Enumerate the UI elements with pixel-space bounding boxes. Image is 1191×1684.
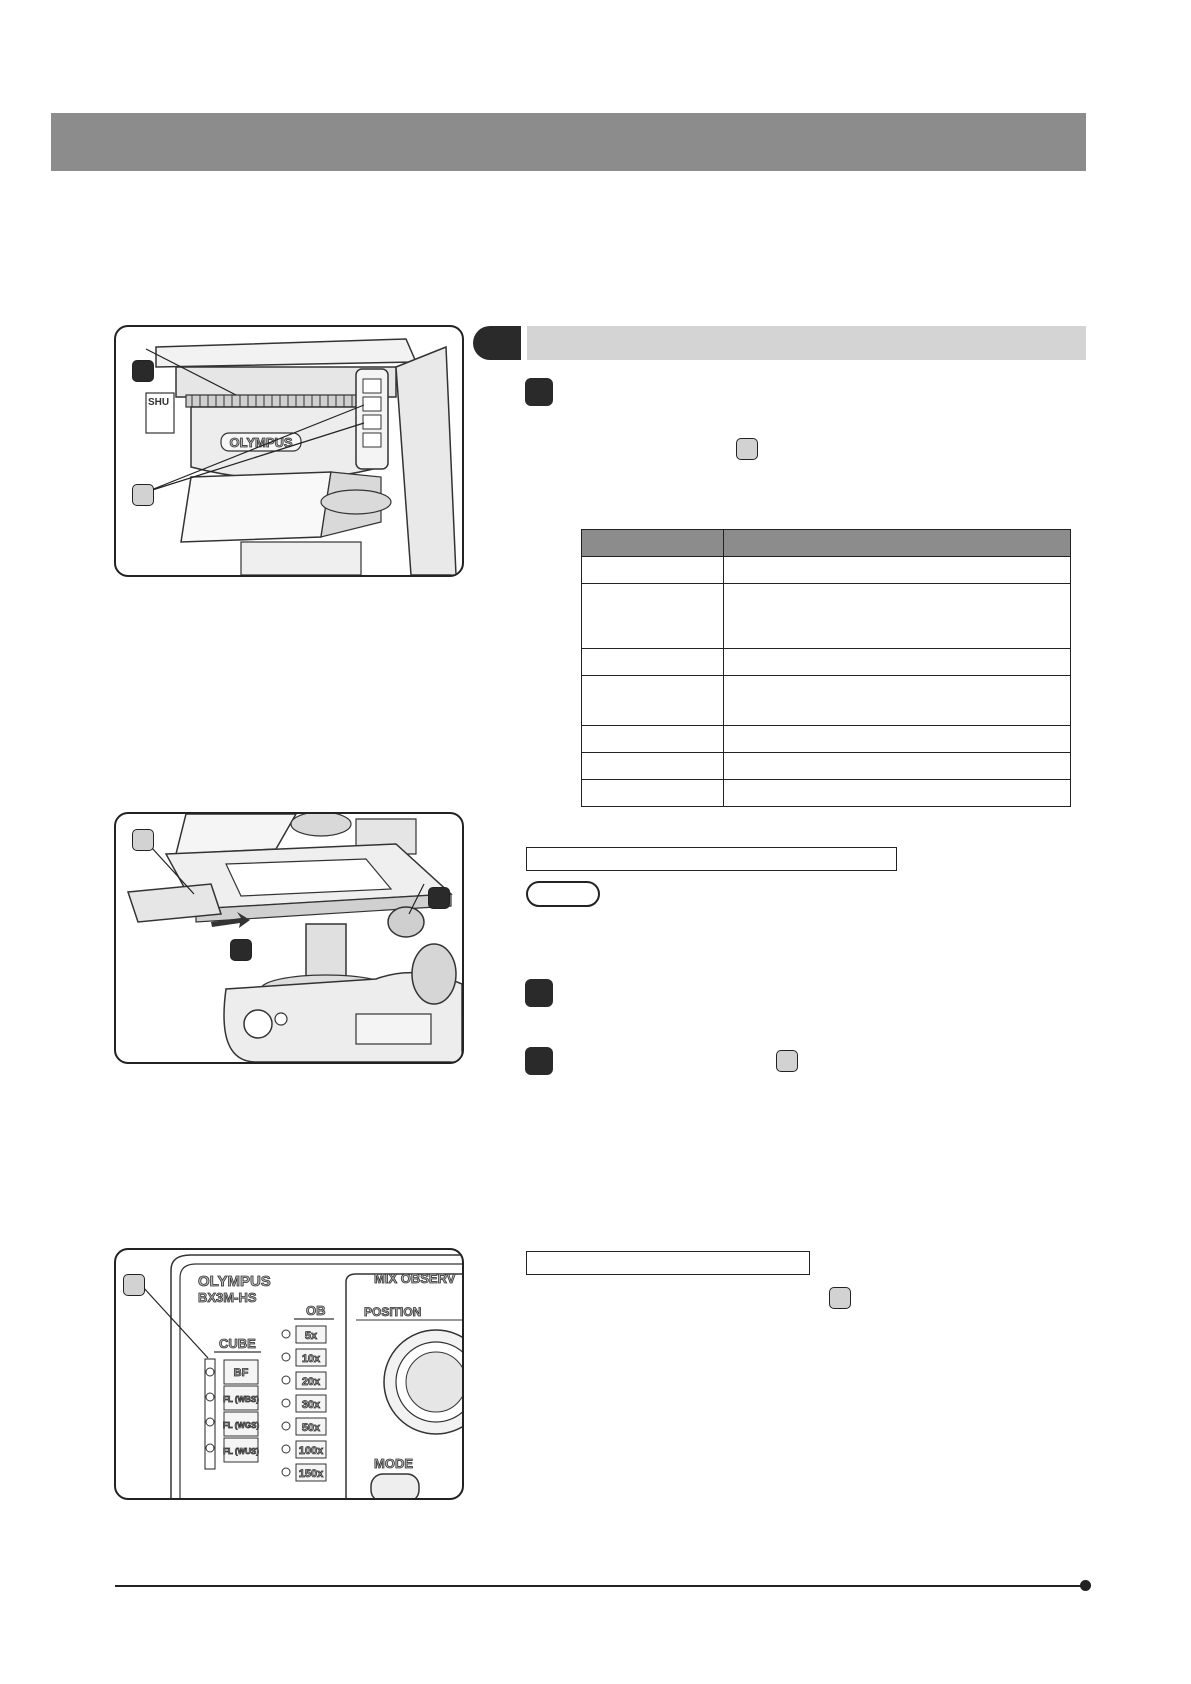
ob-item-150x: 150x bbox=[298, 1468, 324, 1480]
spec-table bbox=[581, 529, 1071, 807]
panel3-position-label: POSITION bbox=[364, 1305, 422, 1319]
cube-item-bf: BF bbox=[233, 1367, 249, 1379]
cube-item-fl-wus: FL (WUS) bbox=[223, 1447, 259, 1456]
subheading-box bbox=[526, 847, 897, 871]
table-header-row bbox=[582, 530, 1071, 557]
panel3-cube-heading: CUBE bbox=[219, 1336, 256, 1351]
table-cell bbox=[582, 780, 724, 807]
figure-shutter-turret bbox=[114, 325, 464, 577]
table-row bbox=[582, 676, 1071, 726]
callout-badge-light bbox=[132, 829, 154, 851]
ob-list bbox=[282, 1326, 326, 1481]
table-cell bbox=[724, 584, 1071, 649]
table-cell bbox=[582, 649, 724, 676]
figure-control-panel bbox=[114, 1248, 464, 1500]
step-marker-1 bbox=[525, 378, 553, 406]
table-header-cell bbox=[724, 530, 1071, 557]
table-cell bbox=[582, 676, 724, 726]
ob-item-30x: 30x bbox=[301, 1399, 321, 1411]
panel3-brand: OLYMPUS bbox=[198, 1273, 271, 1290]
stage-slider-illustration bbox=[116, 814, 462, 1062]
footer-dot bbox=[1080, 1580, 1091, 1591]
callout-reference-box bbox=[829, 1287, 851, 1309]
table-row bbox=[582, 584, 1071, 649]
panel1-shutter-label: SHU bbox=[148, 397, 170, 408]
step-marker-3 bbox=[525, 1047, 553, 1075]
panel3-ob-heading: OB bbox=[306, 1303, 326, 1318]
shutter-turret-illustration bbox=[116, 327, 462, 575]
table-header-cell bbox=[582, 530, 724, 557]
ob-item-20x: 20x bbox=[301, 1376, 321, 1388]
footer-rule bbox=[115, 1585, 1087, 1587]
note-pill bbox=[526, 881, 600, 907]
panel3-mode-label: MODE bbox=[374, 1456, 413, 1471]
callout-badge-dark bbox=[428, 887, 450, 909]
callout-badge-dark bbox=[132, 360, 154, 382]
table-cell bbox=[724, 726, 1071, 753]
table-row bbox=[582, 726, 1071, 753]
table-cell bbox=[724, 676, 1071, 726]
panel3-mix-heading: MIX OBSERV bbox=[374, 1271, 456, 1286]
section-tab-marker bbox=[473, 326, 521, 360]
callout-reference-box bbox=[776, 1050, 798, 1072]
callout-badge-light bbox=[132, 484, 154, 506]
table-row bbox=[582, 753, 1071, 780]
section-heading-bar bbox=[527, 326, 1086, 360]
ob-item-50x: 50x bbox=[301, 1422, 321, 1434]
table-cell bbox=[582, 726, 724, 753]
table-cell bbox=[724, 753, 1071, 780]
callout-badge-dark bbox=[230, 939, 252, 961]
table-row bbox=[582, 557, 1071, 584]
subheading-box bbox=[526, 1251, 810, 1275]
table-cell bbox=[724, 780, 1071, 807]
callout-reference-box bbox=[736, 438, 758, 460]
step-marker-2 bbox=[525, 979, 553, 1007]
table-cell bbox=[582, 557, 724, 584]
table-cell bbox=[582, 753, 724, 780]
figure-stage-slider bbox=[114, 812, 464, 1064]
ob-item-5x: 5x bbox=[304, 1330, 318, 1342]
callout-badge-light bbox=[123, 1274, 145, 1296]
table-cell bbox=[724, 649, 1071, 676]
control-panel-illustration bbox=[116, 1250, 462, 1498]
page-header-bar bbox=[51, 113, 1086, 171]
table-row bbox=[582, 780, 1071, 807]
table-cell bbox=[724, 557, 1071, 584]
cube-item-fl-wgs: FL (WGS) bbox=[222, 1421, 260, 1430]
ob-item-100x: 100x bbox=[298, 1445, 324, 1457]
ob-item-10x: 10x bbox=[301, 1353, 321, 1365]
table-row bbox=[582, 649, 1071, 676]
cube-item-fl-wbs: FL (WBS) bbox=[223, 1395, 259, 1404]
panel1-brand: OLYMPUS bbox=[229, 435, 293, 450]
table-cell bbox=[582, 584, 724, 649]
cube-list bbox=[205, 1359, 259, 1469]
panel3-model: BX3M-HS bbox=[198, 1290, 257, 1305]
